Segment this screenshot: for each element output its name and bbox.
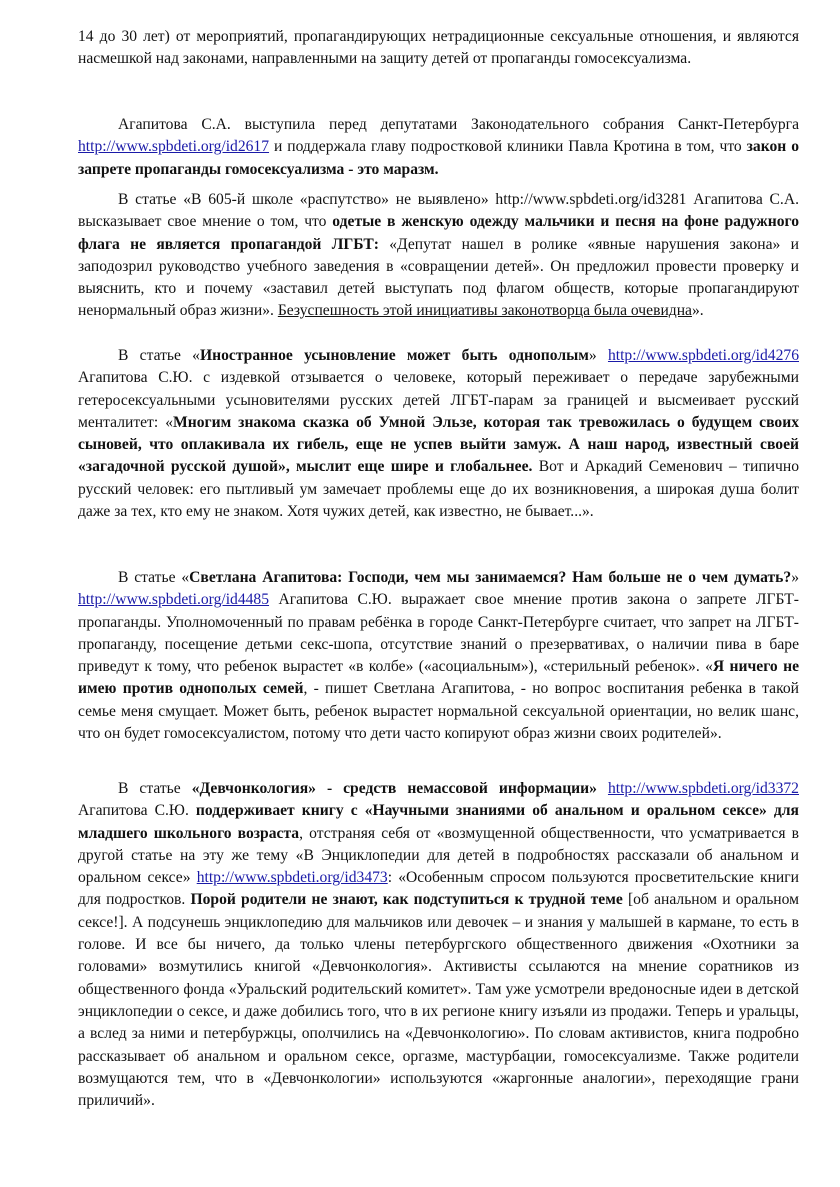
paragraph-2-text: Агапитова С.А. выступила перед депутатами Законодательного собрания Санкт-Петербурга: [118, 116, 799, 133]
paragraph-4-bold-title: Иностранное усыновление может быть однополым: [199, 347, 589, 364]
spbdeti-id2617-link[interactable]: http://www.spbdeti.org/id2617: [78, 138, 270, 156]
paragraph-5-quote-close: »: [791, 569, 799, 586]
paragraph-2-bold: закон о запрете пропаганды гомосексуализма - это маразм.: [78, 138, 799, 178]
paragraph-4-text: В статье «: [118, 347, 200, 364]
paragraph-3-underlined: Безуспешность этой инициативы законотворца была очевидна: [277, 302, 692, 320]
paragraph-5-text-cont: Агапитова С.Ю. выражает свое мнение против закона о запрете ЛГБТ-пропаганды. Уполномоченный по правам ребёнка в городе Санкт-Петербурге считает, что запрет на ЛГБТ-пропаганду, посещение детьми секс-шопа, отсутствие знаний о презервативах, о наличии пива в баре приведут к тому, что ребенок вырастет «в колбе» («асоциальным»), «стерильный ребенок». «: [78, 591, 799, 676]
paragraph-4-text-cont: Агапитова С.Ю. с издевкой отзывается о человеке, который переживает о передаче зарубежными гетеросексуальными усыновителями русских детей ЛГБТ-парам за границей и высмеивает русский менталитет: «: [78, 369, 799, 431]
paragraph-5-bold-quote: Я ничего не имею против однополых семей: [78, 658, 799, 698]
paragraph-6-bold-quote: Порой родители не знают, как подступиться к трудной теме: [190, 891, 623, 909]
paragraph-5: [78, 567, 799, 745]
spbdeti-id4276-link[interactable]: http://www.spbdeti.org/id4276: [607, 347, 799, 364]
paragraph-5-text: В статье «: [118, 569, 190, 586]
paragraph-3-bold: одетые в женскую одежду мальчики и песня на фоне радужного флага не является пропагандой ЛГБТ:: [78, 213, 800, 253]
paragraph-3-text-cont: «Депутат нашел в ролике «явные нарушения закона» и заподозрил руководство учебного заведения в «совращении детей». Он предложил провести проверку и выяснить, кто и почему «заставил детей выступать под флагом обществ, которые пропагандируют ненормальный образ жизни».: [78, 235, 799, 320]
paragraph-6-text-cont-3: : «Особенным спросом пользуются просветительские книги для подростков.: [78, 869, 799, 909]
paragraph-4-text-end: Вот и Аркадий Семенович – типично русский человек: его пытливый ум замечает проблемы еще до их возникновения, а широкая душа болит даже за тех, кто ему не знаком. Хотя чужих детей, как известно, не бывает...».: [78, 458, 799, 521]
spbdeti-id3372-link[interactable]: http://www.spbdeti.org/id3372: [607, 780, 799, 797]
paragraph-2-text-cont: и поддержала главу подростковой клиники Павла Кротина в том, что: [269, 138, 747, 156]
paragraph-2: [78, 114, 799, 181]
paragraph-5-text-end: , - пишет Светлана Агапитова, - но вопрос воспитания ребенка в такой семье меня смущает. Может быть, ребенок вырастет нормальной сексуальной ориентации, но велик шанс, что он будет гомосексуалистом, потому что дети часто копируют образ жизни своих родителей».: [78, 680, 799, 743]
paragraph-5-bold-title: Светлана Агапитова: Господи, чем мы занимаемся? Нам больше не о чем думать?: [189, 569, 792, 586]
paragraph-3: [78, 189, 799, 323]
paragraph-3-text: В статье «В 605-й школе «распутство» не выявлено» http://www.spbdeti.org/id3281 Агапитова С.А. высказывает свое мнение о том, что: [78, 191, 799, 231]
paragraph-6-bold-claim: поддерживает книгу с «Научными знаниями об анальном и оральном сексе» для младшего школьного возраста: [78, 802, 799, 842]
paragraph-6-text-end: [об анальном и оральном сексе!]. А подсунешь энциклопедию для мальчиков или девочек – и знания у малышей в кармане, то есть в голове. И все бы ничего, да только члены петербургского общественного движения «Охотники за головами» возмутились книгой «Девчонкология». Активисты ссылаются на мнение соратников из общественного фонда «Уральский родительский комитет». Там уже усмотрели вредоносные идеи в детской энциклопедии о сексе, и даже добились того, что в их регионе книгу изъяли из продажи. Теперь и уральцы, а вслед за ними и петербуржцы, ополчились на «Девчонкологию». По словам активистов, книга подробно рассказывает об анальном и оральном сексе, оргазме, мастурбации, гомосексуализме. Также родители возмущаются тем, что в «Девчонкологии» используются «жаргонные аналогии», переходящие грани приличий».: [78, 891, 800, 1110]
spbdeti-id3473-link[interactable]: http://www.spbdeti.org/id3473: [196, 869, 388, 887]
paragraph-4: [78, 345, 799, 523]
paragraph-6-text-cont: Агапитова С.Ю.: [78, 802, 196, 820]
paragraph-4-bold-quote: Многим знакома сказка об Умной Эльзе, которая так тревожилась о будущем своих сыновей, что оплакивала их гибель, еще не успев выйти замуж. А наш народ, известный своей «загадочной русской душой», мыслит еще шире и глобальнее.: [78, 413, 799, 476]
spbdeti-id4485-link[interactable]: http://www.spbdeti.org/id4485: [78, 591, 270, 609]
paragraph-6-space: [597, 780, 608, 797]
paragraph-6-text: В статье: [118, 780, 192, 797]
paragraph-3-text-end: ».: [691, 302, 704, 320]
paragraph-4-quote-close: »: [588, 347, 608, 364]
paragraph-1: [78, 26, 799, 71]
paragraph-1-text: 14 до 30 лет) от мероприятий, пропагандирующих нетрадиционные сексуальные отношения, и являются насмешкой над законами, направленными на защиту детей от пропаганды гомосексуализма.: [78, 28, 799, 68]
paragraph-6: [78, 778, 799, 1112]
paragraph-6-bold-title: «Девчонкология» - средств немассовой информации»: [191, 780, 597, 797]
paragraph-6-text-cont-2: , отстраняя себя от «возмущенной общественности, что усматривается в другой статье на эту же тему «В Энциклопедии для детей в подробностях рассказали об анальном и оральном сексе»: [78, 824, 799, 887]
